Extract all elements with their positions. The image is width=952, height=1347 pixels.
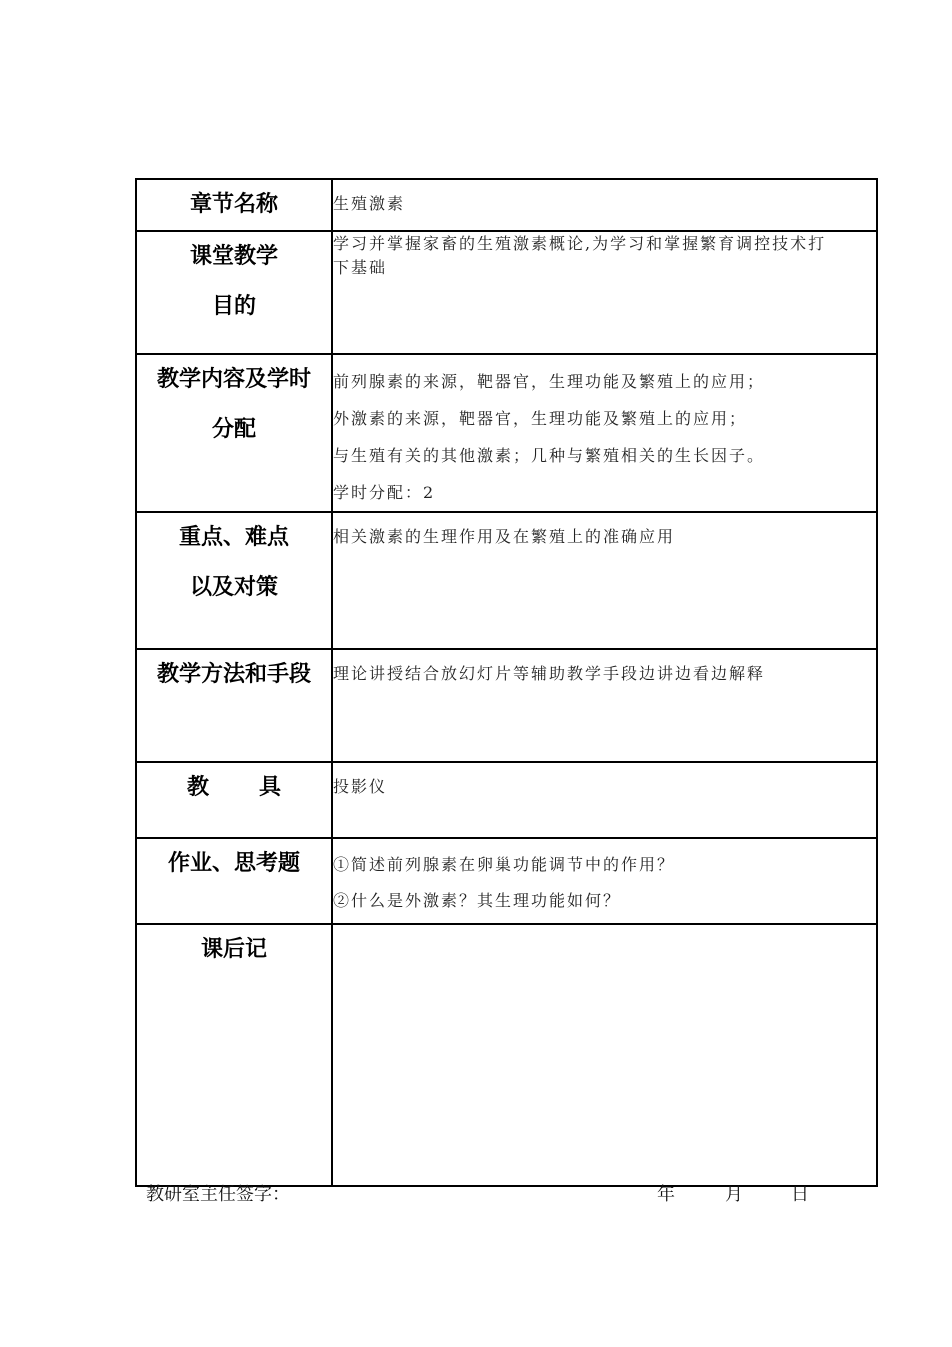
content-line: 生殖激素	[333, 194, 406, 213]
year-label: 年	[657, 1184, 675, 1205]
label-part: 具	[259, 775, 282, 800]
signature-label: 教研室主任签字：	[146, 1184, 290, 1205]
content-line: 学习并掌握家畜的生殖激素概论,为学习和掌握繁育调控技术打	[333, 234, 827, 253]
content-line: 与生殖有关的其他激素；几种与繁殖相关的生长因子。	[333, 446, 766, 465]
label-teaching-methods: 教学方法和手段	[136, 649, 332, 762]
content-line: 相关激素的生理作用及在繁殖上的准确应用	[333, 527, 676, 546]
content-teaching-content	[332, 354, 877, 512]
content-line: ①简述前列腺素在卵巢功能调节中的作用？	[333, 855, 676, 874]
row-teaching-content	[136, 354, 877, 512]
content-chapter-name	[332, 179, 877, 231]
label-part: 教	[186, 775, 209, 800]
row-key-points	[136, 512, 877, 649]
label-line: 分配	[211, 417, 256, 442]
content-homework	[332, 838, 877, 924]
label-teaching-content	[136, 354, 332, 512]
content-teaching-objective	[332, 231, 877, 354]
row-teaching-aids	[136, 762, 877, 838]
label-line: 教学内容及学时	[156, 367, 311, 392]
label-post-class-notes: 课后记	[136, 924, 332, 1186]
label-key-points	[136, 512, 332, 649]
content-teaching-methods	[332, 649, 877, 762]
content-line: 前列腺素的来源，靶器官，生理功能及繁殖上的应用；	[333, 372, 766, 391]
content-post-class-notes[interactable]	[332, 924, 877, 1186]
label-chapter-name: 章节名称	[136, 179, 332, 231]
month-label: 月	[725, 1184, 743, 1205]
lesson-plan-table	[135, 178, 878, 1187]
content-line: 理论讲授结合放幻灯片等辅助教学手段边讲边看边解释	[333, 664, 766, 683]
content-teaching-aids	[332, 762, 877, 838]
label-teaching-objective	[136, 231, 332, 354]
row-teaching-methods	[136, 649, 877, 762]
content-line: 下基础	[333, 258, 388, 277]
content-line: 投影仪	[333, 777, 388, 796]
label-line: 目的	[211, 294, 256, 319]
label-line: 课堂教学	[189, 244, 278, 269]
label-homework: 作业、思考题	[136, 838, 332, 924]
day-label: 日	[791, 1184, 809, 1205]
label-line: 以及对策	[189, 575, 278, 600]
label-line: 重点、难点	[178, 525, 289, 550]
label-teaching-aids	[136, 762, 332, 838]
content-line: 外激素的来源，靶器官，生理功能及繁殖上的应用；	[333, 409, 748, 428]
content-line: ②什么是外激素？其生理功能如何？	[333, 891, 622, 910]
content-key-points	[332, 512, 877, 649]
date-fields	[657, 1180, 809, 1206]
content-line: 学时分配：2	[333, 483, 436, 502]
row-teaching-objective	[136, 231, 877, 354]
row-chapter-name	[136, 179, 877, 231]
row-post-class-notes	[136, 924, 877, 1186]
row-homework	[136, 838, 877, 924]
